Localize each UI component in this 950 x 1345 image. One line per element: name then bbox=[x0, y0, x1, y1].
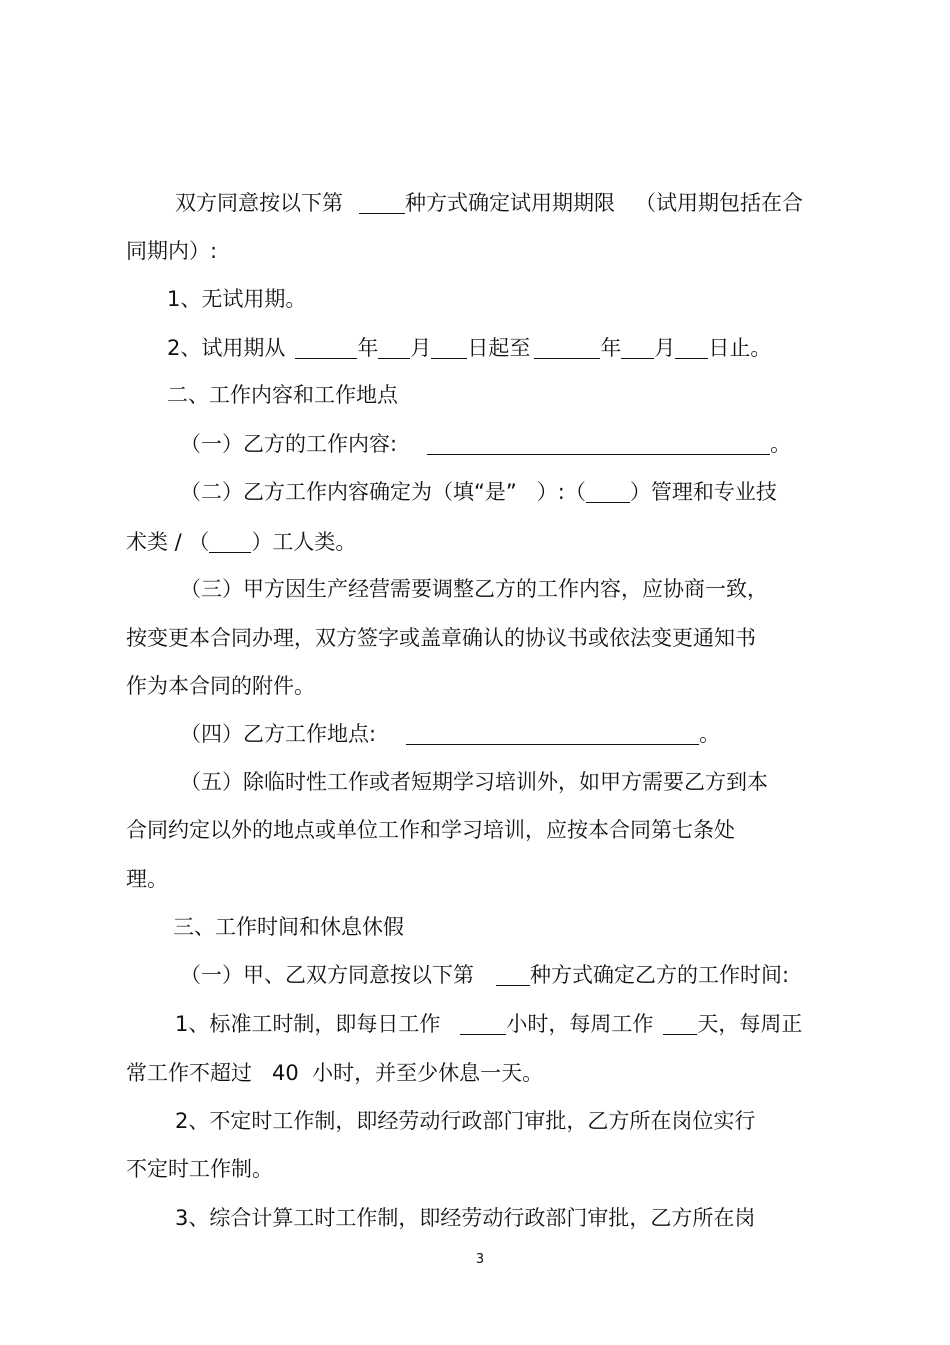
paragraph-line: 理。 bbox=[126, 867, 168, 891]
text: ）:（ bbox=[536, 480, 586, 504]
blank-field bbox=[675, 336, 708, 359]
paragraph-line: 不定时工作制。 bbox=[126, 1157, 273, 1181]
blank-field bbox=[586, 480, 630, 503]
paragraph-line bbox=[180, 430, 791, 458]
text: 种方式确定乙方的工作时间: bbox=[530, 963, 790, 987]
paragraph-line: 按变更本合同办理，双方签字或盖章确认的协议书或依法变更通知书 bbox=[126, 626, 756, 650]
blank-field bbox=[427, 432, 770, 455]
text: （一）乙方的工作内容: bbox=[180, 432, 398, 456]
text: 日起至 bbox=[467, 336, 531, 360]
paragraph-line bbox=[180, 720, 720, 748]
text: 天，每周正 bbox=[697, 1012, 803, 1036]
text: （一）甲、乙双方同意按以下第 bbox=[180, 963, 474, 987]
blank-field bbox=[209, 530, 251, 553]
blank-field bbox=[663, 1012, 697, 1035]
blank-field bbox=[378, 336, 410, 359]
blank-field bbox=[295, 336, 357, 359]
paragraph-line bbox=[126, 528, 356, 556]
text: （二）乙方工作内容确定为（填“是” bbox=[180, 480, 517, 504]
text: 1、标准工时制，即每日工作 bbox=[175, 1012, 441, 1036]
text: 年 bbox=[357, 336, 379, 360]
list-item bbox=[175, 1010, 802, 1038]
section-heading: 二、工作内容和工作地点 bbox=[167, 383, 398, 407]
blank-field bbox=[406, 722, 699, 745]
text: ）管理和专业技 bbox=[629, 480, 777, 504]
list-item bbox=[167, 334, 771, 362]
paragraph-line: 合同约定以外的地点或单位工作和学习培训，应按本合同第七条处 bbox=[126, 818, 735, 842]
text: 月 bbox=[654, 336, 676, 360]
paragraph-line bbox=[175, 189, 803, 217]
page-number: 3 bbox=[475, 1252, 485, 1267]
blank-field bbox=[496, 963, 530, 986]
paragraph-line: 作为本合同的附件。 bbox=[126, 674, 315, 698]
blank-field bbox=[431, 336, 467, 359]
paragraph-line: 同期内）: bbox=[126, 239, 218, 263]
text: 种方式确定试用期期限 bbox=[405, 191, 615, 215]
blank-field bbox=[359, 191, 405, 214]
text: 。 bbox=[770, 432, 792, 456]
section-heading: 三、工作时间和休息休假 bbox=[173, 915, 404, 939]
paragraph-line: 常工作不超过 40 小时，并至少休息一天。 bbox=[126, 1061, 544, 1085]
text: 年 bbox=[600, 336, 622, 360]
list-item: 2、不定时工作制，即经劳动行政部门审批，乙方所在岗位实行 bbox=[175, 1109, 756, 1133]
blank-field bbox=[621, 336, 654, 359]
text: （试用期包括在合 bbox=[635, 191, 803, 215]
text: 术类 / （ bbox=[126, 530, 210, 554]
text: 日止。 bbox=[708, 336, 772, 360]
paragraph-line: （五）除临时性工作或者短期学习培训外，如甲方需要乙方到本 bbox=[180, 770, 768, 794]
text: 月 bbox=[410, 336, 432, 360]
paragraph-line: （三）甲方因生产经营需要调整乙方的工作内容，应协商一致， bbox=[180, 577, 768, 601]
list-item: 1、无试用期。 bbox=[167, 287, 307, 311]
paragraph-line bbox=[180, 478, 777, 506]
text: 小时，每周工作 bbox=[506, 1012, 654, 1036]
text: 2、试用期从 bbox=[167, 336, 286, 360]
blank-field bbox=[534, 336, 600, 359]
blank-field bbox=[460, 1012, 506, 1035]
text: （四）乙方工作地点: bbox=[180, 722, 377, 746]
list-item: 3、综合计算工时工作制，即经劳动行政部门审批，乙方所在岗 bbox=[175, 1206, 756, 1230]
paragraph-line bbox=[180, 961, 789, 989]
text: ）工人类。 bbox=[251, 530, 357, 554]
text: 。 bbox=[699, 722, 721, 746]
text: 双方同意按以下第 bbox=[175, 191, 343, 215]
